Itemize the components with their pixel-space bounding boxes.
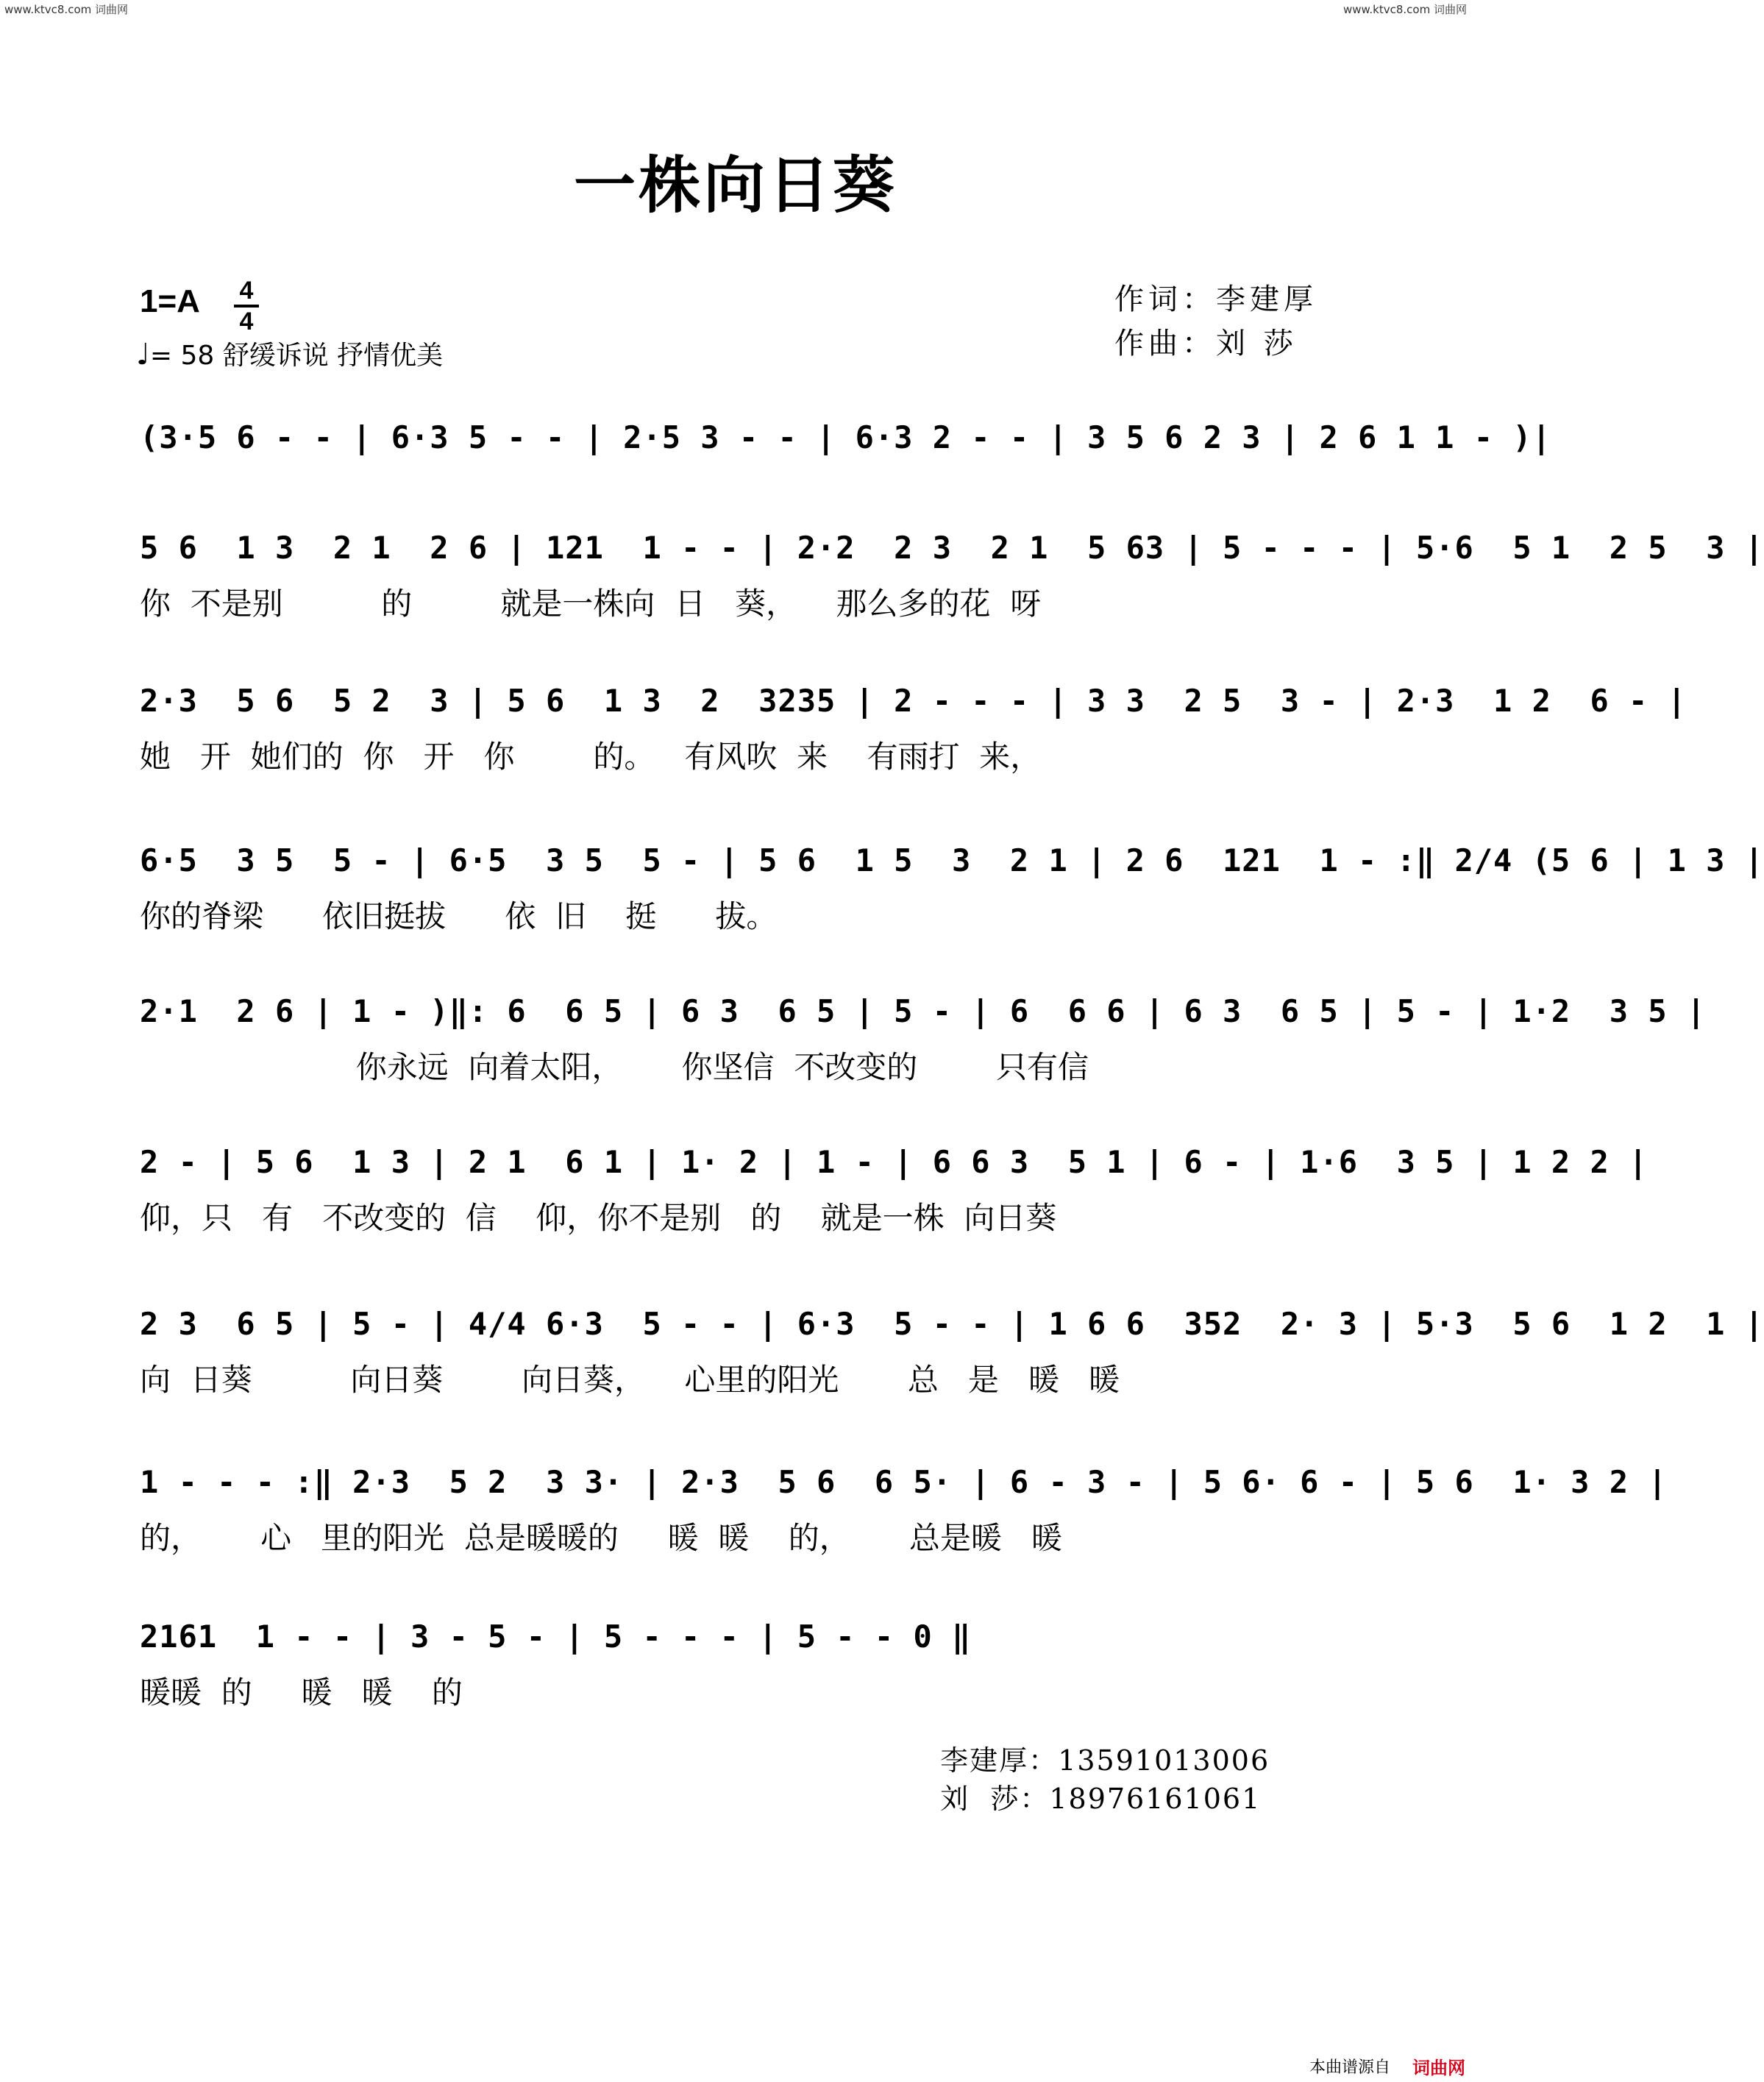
notation-line: 2·3 5 6 5 2 3 | 5 6 1 3 2 3235 | 2 - - - | 3 3 2 5 3 - | 2·3 1 2 6 - | — [140, 683, 1687, 719]
lyrics-line: 的， 心 里的阳光 总是暖暖的 暖 暖 的， 总是暖 暖 — [140, 1520, 1062, 1556]
contact-composer — [920, 1744, 1261, 1816]
notation-line: 6·5 3 5 5 - | 6·5 3 5 5 - | 5 6 1 5 3 2 1 | 2 6 121 1 - :‖ 2/4 (5 6 | 1 3 | — [140, 842, 1764, 878]
lyrics-line: 你永远 向着太阳， 你坚信 不改变的 只有信 — [140, 1049, 1089, 1085]
song-title: 一株向日葵 — [573, 149, 897, 221]
footer-site-logo[interactable]: 词曲网 — [1412, 2058, 1465, 2078]
composer-credit: 作曲：刘 莎 — [1114, 327, 1298, 360]
key-signature: 1=A — [140, 283, 200, 319]
notation-line: 2·1 2 6 | 1 - )‖: 6 6 5 | 6 3 6 5 | 5 - | 6 6 6 | 6 3 6 5 | 5 - | 1·2 3 5 | — [140, 993, 1707, 1029]
notation-line: 2 - | 5 6 1 3 | 2 1 6 1 | 1· 2 | 1 - | 6 6 3 5 1 | 6 - | 1·6 3 5 | 1 2 2 | — [140, 1144, 1649, 1180]
contact-label: 李建厚： — [940, 1744, 1059, 1777]
lyricist-credit: 作词：李建厚 — [1114, 283, 1317, 316]
notation-line: 1 - - - :‖ 2·3 5 2 3 3· | 2·3 5 6 6 5· | 6 - 3 - | 5 6· 6 - | 5 6 1· 3 2 | — [140, 1464, 1668, 1500]
lyrics-line: 你的脊梁 依旧挺拔 依 旧 挺 拔。 — [140, 898, 778, 934]
contact-label: 刘 莎： — [940, 1783, 1050, 1815]
tempo-text: = 58 舒缓诉说 抒情优美 — [149, 341, 444, 371]
contact-phone: 18976161061 — [1049, 1783, 1262, 1815]
watermark-right: www.ktvc8.com 词曲网 — [1342, 3, 1467, 16]
lyrics-line: 你 不是别 的 就是一株向 日 葵， 那么多的花 呀 — [140, 586, 1042, 622]
lyrics-line: 向 日葵 向日葵 向日葵， 心里的阳光 总 是 暖 暖 — [140, 1362, 1120, 1398]
lyrics-line: 她 开 她们的 你 开 你 的。 有风吹 来 有雨打 来， — [140, 739, 1042, 775]
time-signature — [234, 278, 259, 334]
watermark-left: www.ktvc8.com 词曲网 — [4, 3, 129, 16]
footer-source-text: 本曲谱源自 — [1309, 2058, 1390, 2077]
lyrics-line: 仰，只 有 不改变的 信 仰，你不是别 的 就是一株 向日葵 — [140, 1200, 1057, 1236]
time-signature-bottom: 4 — [239, 308, 254, 335]
contact-phone: 13591013006 — [1058, 1744, 1270, 1777]
time-signature-top: 4 — [239, 277, 254, 305]
notation-line: 2161 1 - - | 3 - 5 - | 5 - - - | 5 - - 0 ‖ — [140, 1619, 972, 1655]
notation-line: (3·5 6 - - | 6·3 5 - - | 2·5 3 - - | 6·3 2 - - | 3 5 6 2 3 | 2 6 1 1 - )| — [140, 419, 1551, 455]
quarter-note-icon: ♩ — [136, 338, 150, 372]
tempo-marking — [136, 335, 443, 372]
notation-line: 2 3 6 5 | 5 - | 4/4 6·3 5 - - | 6·3 5 - - | 1 6 6 352 2· 3 | 5·3 5 6 1 2 1 | — [140, 1306, 1764, 1342]
lyrics-line: 暖暖 的 暖 暖 的 — [140, 1674, 463, 1710]
notation-line: 5 6 1 3 2 1 2 6 | 121 1 - - | 2·2 2 3 2 1 5 63 | 5 - - - | 5·6 5 1 2 5 3 | — [140, 530, 1764, 566]
